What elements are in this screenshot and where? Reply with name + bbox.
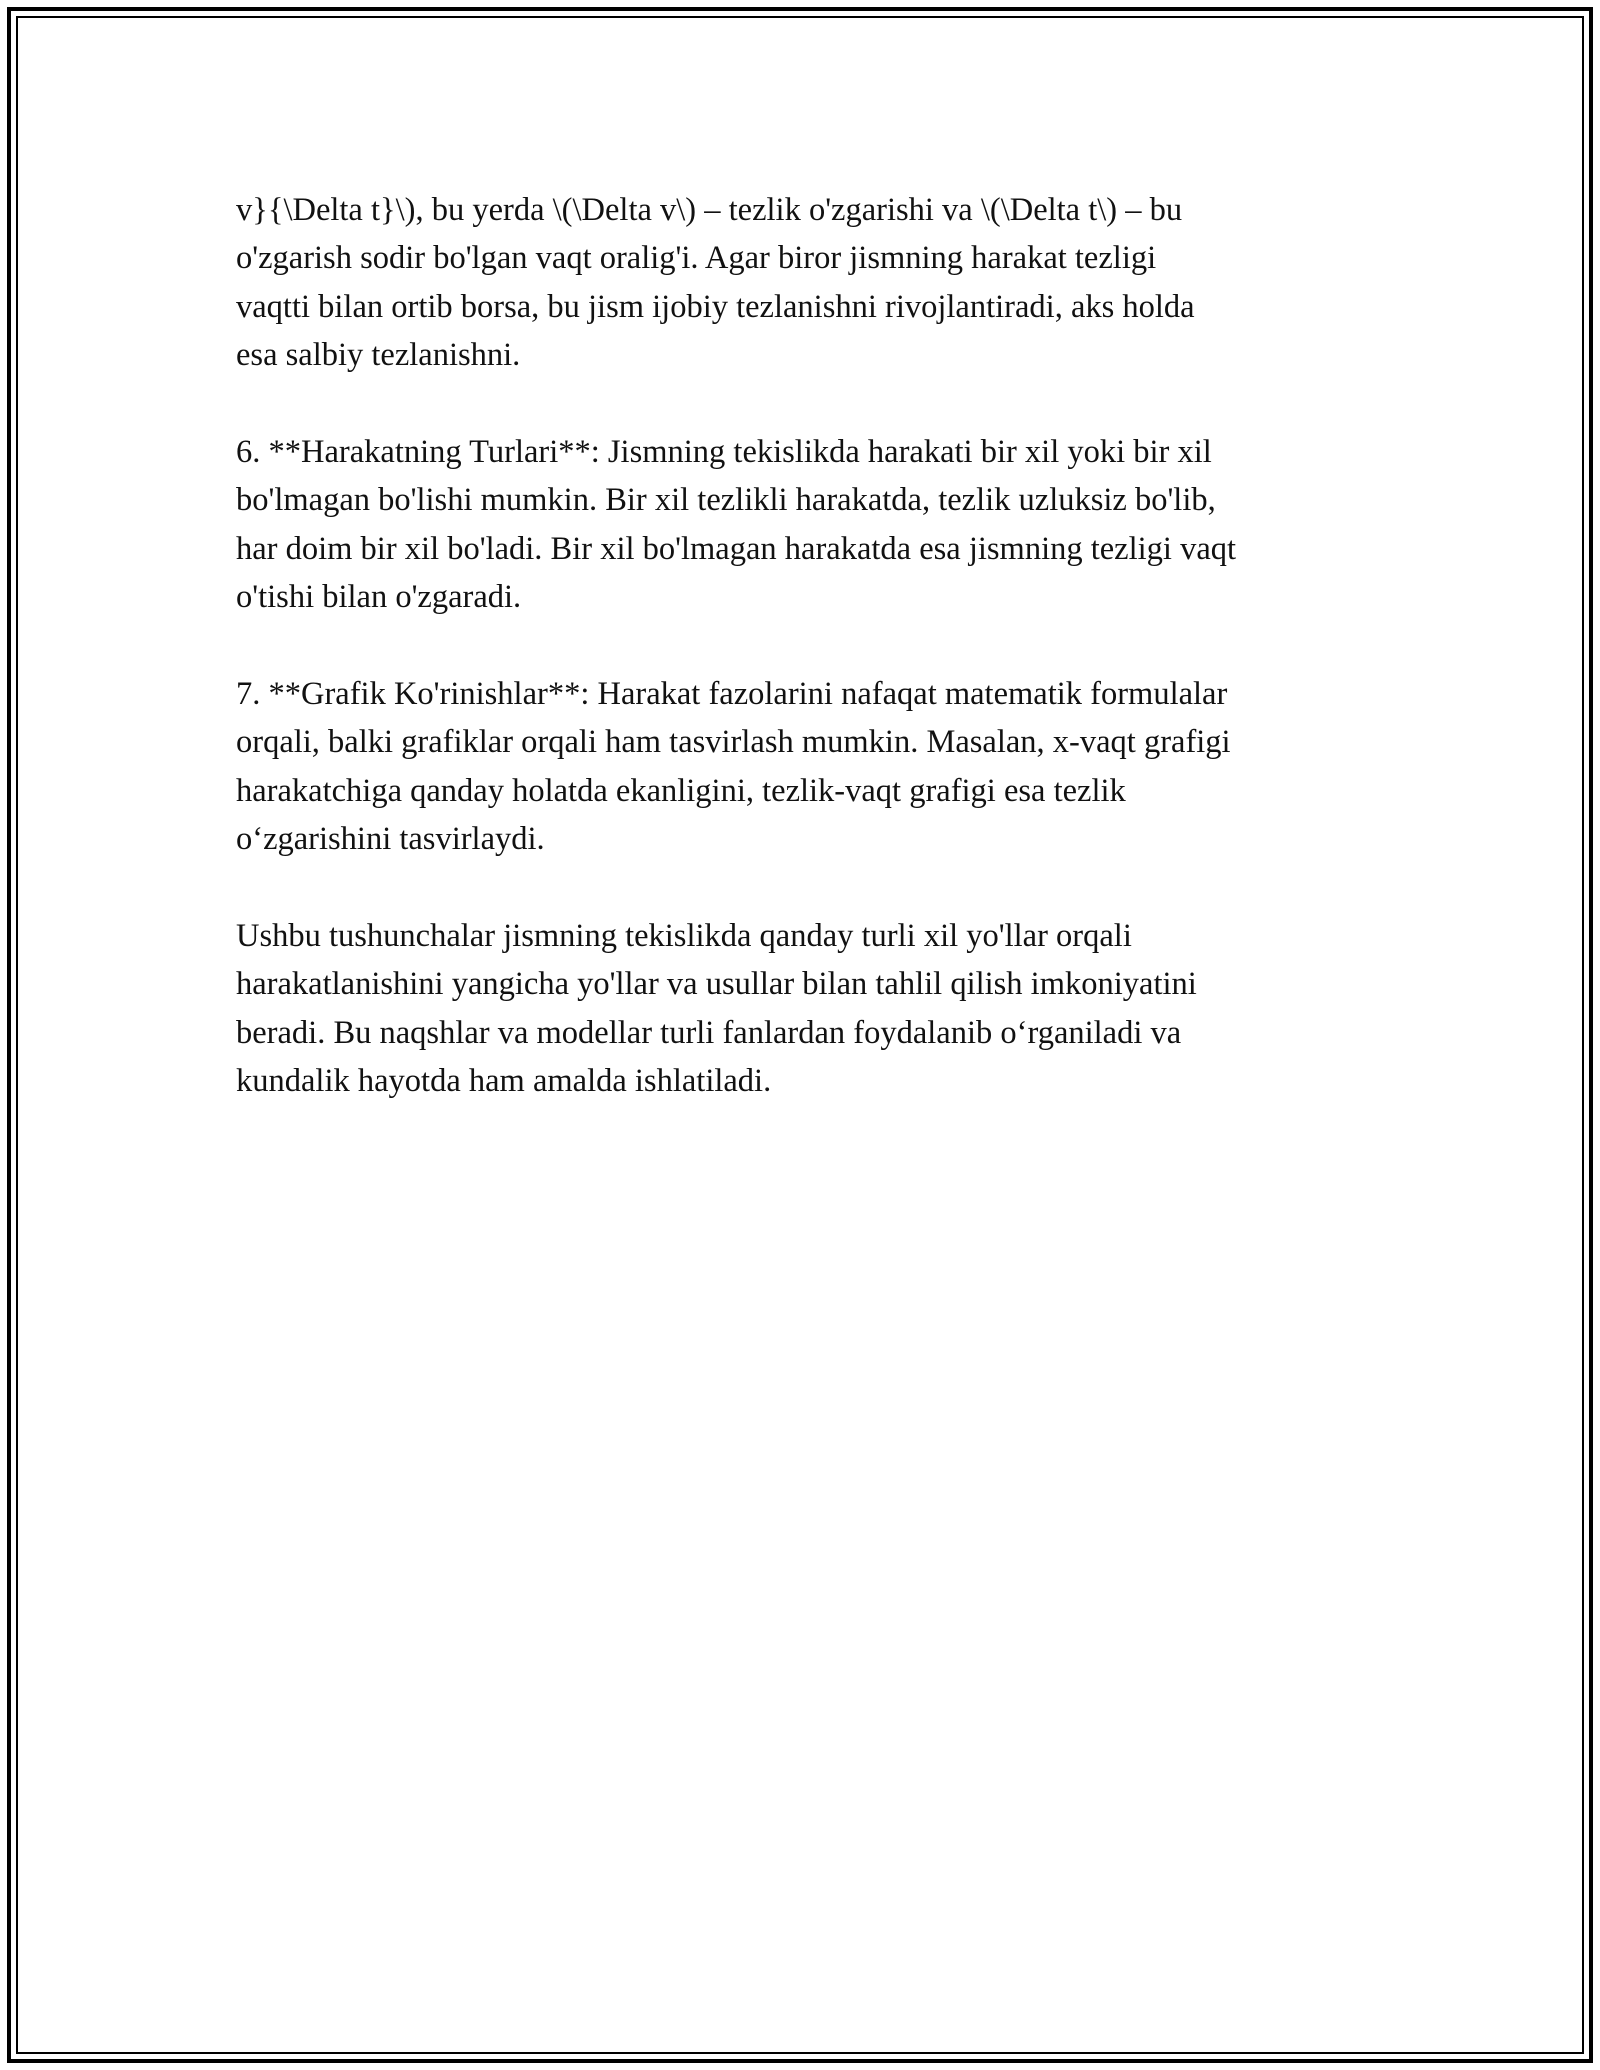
paragraph-acceleration-continued: v}{\Delta t}\), bu yerda \(\Delta v\) – tezlik o'zgarishi va \(\Delta t\) – bu o'zgarish sodir bo'lgan vaqt oralig'i. Agar biror jismning harakat tezligi vaqtti bilan ortib borsa, bu jism ijobiy tezlanishni rivojlantiradi, aks holda esa salbiy tezlanishni. bbox=[236, 192, 1195, 374]
paragraph-graphical-views: 7. **Grafik Ko'rinishlar**: Harakat fazolarini nafaqat matematik formulalar orqali, balki grafiklar orqali ham tasvirlash mumkin. Masalan, x-vaqt grafigi harakatchiga qanday holatda ekanligini, tezlik-vaqt grafigi esa tezlik o‘zgarishini tasvirlaydi. bbox=[236, 676, 1231, 858]
paragraph-motion-types: 6. **Harakatning Turlari**: Jismning tekislikda harakati bir xil yoki bir xil bo'lmagan bo'lishi mumkin. Bir xil tezlikli harakatda, tezlik uzluksiz bo'lib, har doim bir xil bo'ladi. Bir xil bo'lmagan harakatda esa jismning tezligi vaqt o'tishi bilan o'zgaradi. bbox=[236, 434, 1237, 616]
paragraph-conclusion: Ushbu tushunchalar jismning tekislikda qanday turli xil yo'llar orqali harakatlanishini yangicha yo'llar va usullar bilan tahlil qilish imkoniyatini beradi. Bu naqshlar va modellar turli fanlardan foydalanib o‘rganiladi va kundalik hayotda ham amalda ishlatiladi. bbox=[236, 918, 1197, 1100]
document-body bbox=[236, 186, 1376, 1154]
